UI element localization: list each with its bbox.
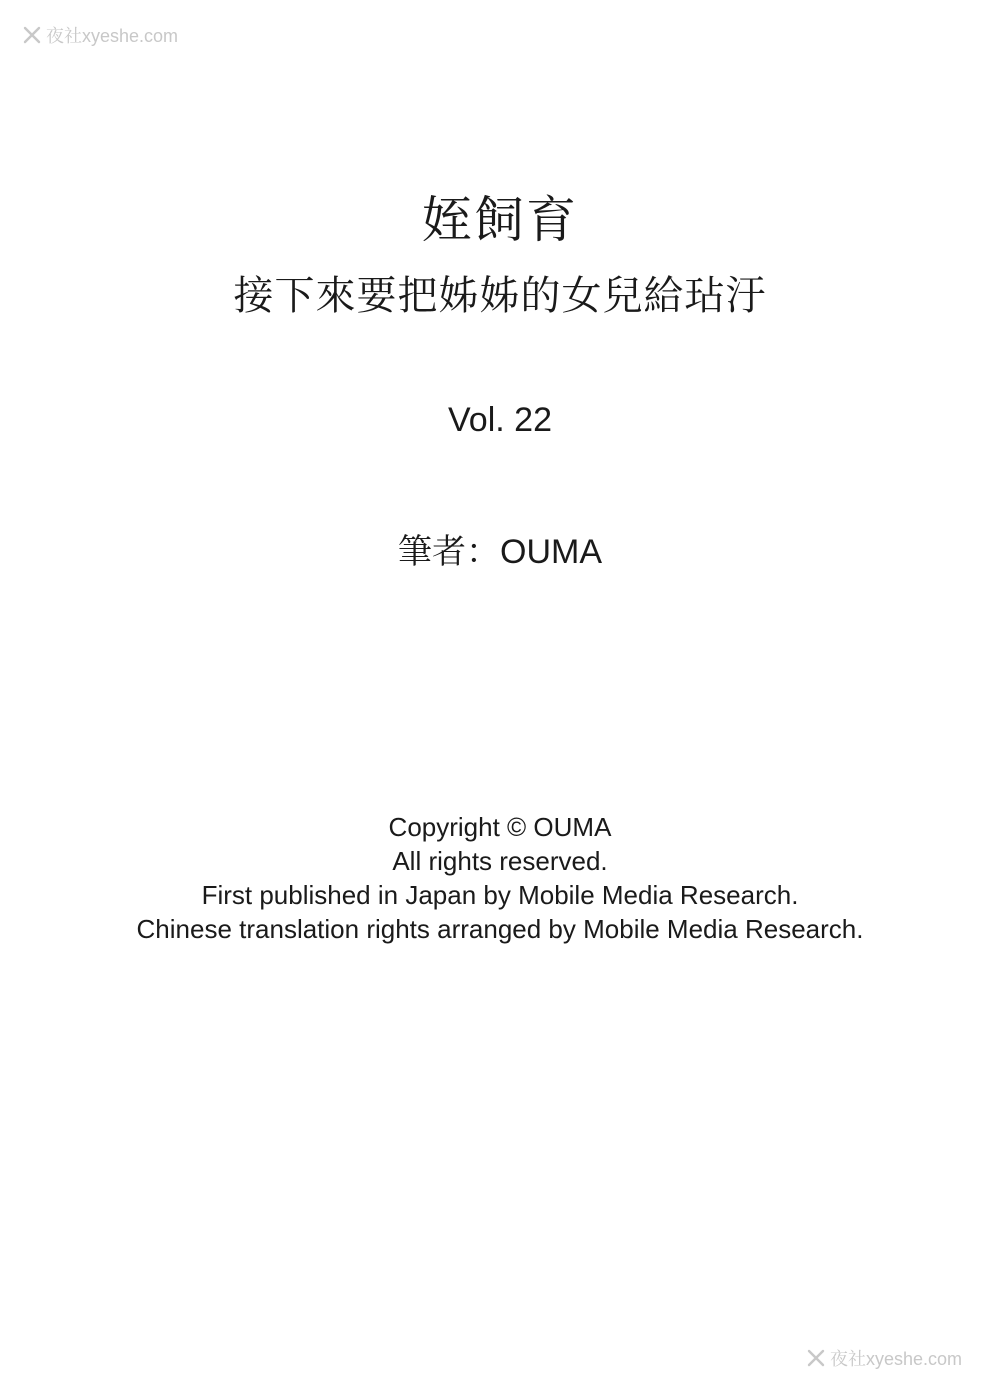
author-label: 筆者： <box>398 532 500 572</box>
watermark-top <box>22 22 178 48</box>
x-logo-icon <box>22 25 42 45</box>
watermark-bottom <box>806 1345 962 1371</box>
volume-number: Vol. 22 <box>448 401 552 439</box>
author-name: OUMA <box>500 533 602 571</box>
x-logo-icon <box>806 1348 826 1368</box>
author-line <box>0 530 1000 574</box>
page-subtitle: 接下來要把姊姊的女兒給玷汙 <box>233 273 767 319</box>
watermark-text: 夜社xyeshe.com <box>46 26 179 46</box>
copyright-line: Copyright © OUMA <box>388 812 612 842</box>
translation-rights-line: Chinese translation rights arranged by Mobile Media Research. <box>136 914 864 944</box>
rights-line: All rights reserved. <box>392 846 608 876</box>
page-title: 姪飼育 <box>422 191 578 249</box>
publication-line: First published in Japan by Mobile Media Research. <box>201 880 799 910</box>
copyright-block <box>0 810 1000 946</box>
watermark-text: 夜社xyeshe.com <box>830 1349 963 1369</box>
